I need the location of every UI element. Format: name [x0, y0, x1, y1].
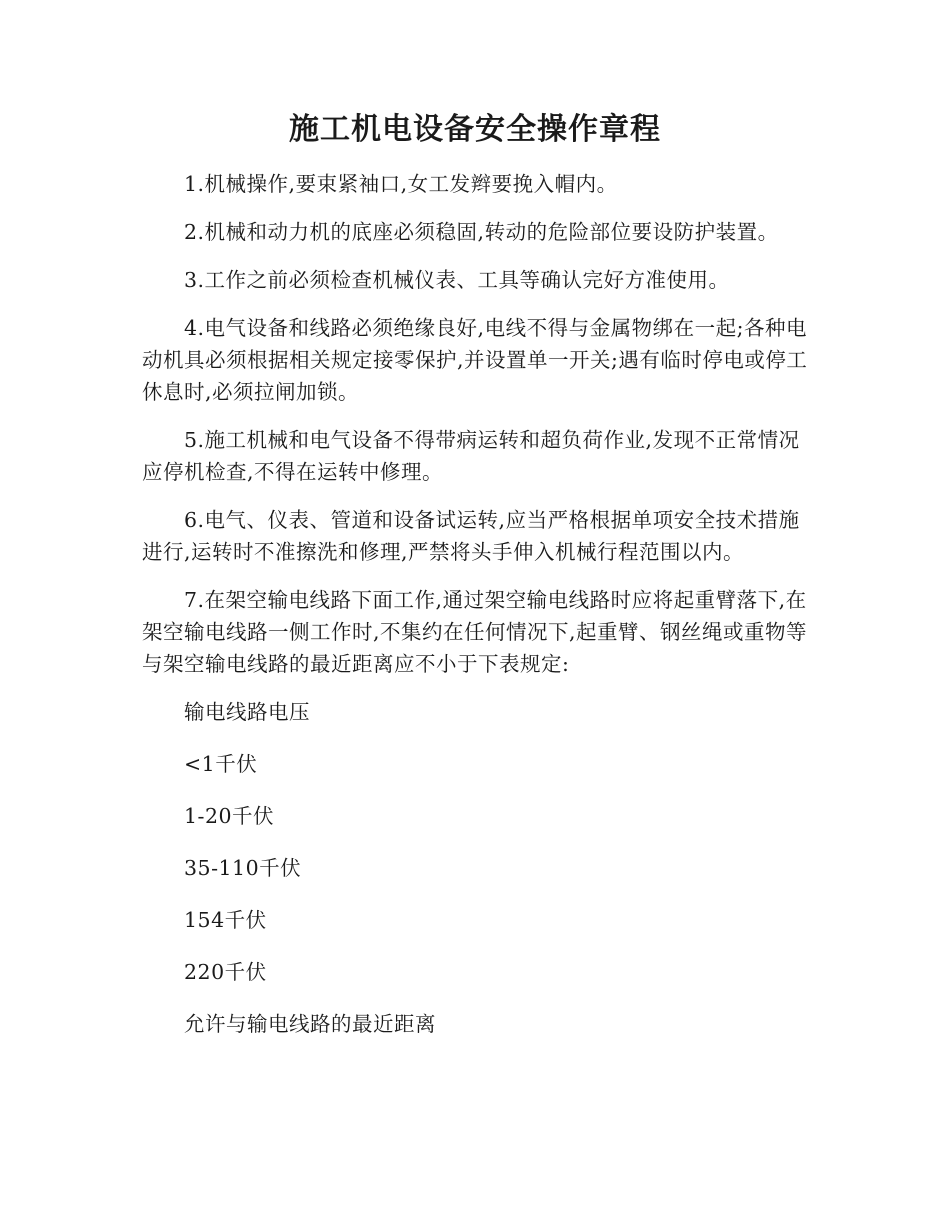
voltage-row: <1千伏 — [184, 752, 258, 776]
document-title: 施工机电设备安全操作章程 — [289, 112, 661, 147]
voltage-row: 154千伏 — [184, 908, 267, 932]
voltage-header: 输电线路电压 — [184, 700, 310, 724]
distance-header: 允许与输电线路的最近距离 — [184, 1012, 436, 1036]
voltage-row: 220千伏 — [184, 960, 267, 984]
paragraph-4: 4.电气设备和线路必须绝缘良好,电线不得与金属物绑在一起;各种电动机具必须根据相关规定接零保护,并设置单一开关;遇有临时停电或停工休息时,必须拉闸加锁。 — [142, 316, 808, 404]
voltage-row: 35-110千伏 — [184, 856, 302, 880]
paragraph-2: 2.机械和动力机的底座必须稳固,转动的危险部位要设防护装置。 — [184, 220, 779, 244]
voltage-row: 1-20千伏 — [184, 804, 275, 828]
paragraph-3: 3.工作之前必须检查机械仪表、工具等确认完好方准使用。 — [184, 268, 730, 292]
paragraph-1: 1.机械操作,要束紧袖口,女工发辫要挽入帽内。 — [184, 172, 618, 196]
paragraph-6: 6.电气、仪表、管道和设备试运转,应当严格根据单项安全技术措施进行,运转时不准擦洗和修理,严禁将头手伸入机械行程范围以内。 — [142, 508, 800, 564]
paragraph-7: 7.在架空输电线路下面工作,通过架空输电线路时应将起重臂落下,在架空输电线路一侧工作时,不集约在任何情况下,起重臂、钢丝绳或重物等与架空输电线路的最近距离应不小于下表规定: — [142, 588, 808, 676]
voltage-table — [142, 696, 808, 1040]
paragraph-5: 5.施工机械和电气设备不得带病运转和超负荷作业,发现不正常情况应停机检查,不得在运转中修理。 — [142, 428, 800, 484]
document-body — [142, 168, 808, 1060]
